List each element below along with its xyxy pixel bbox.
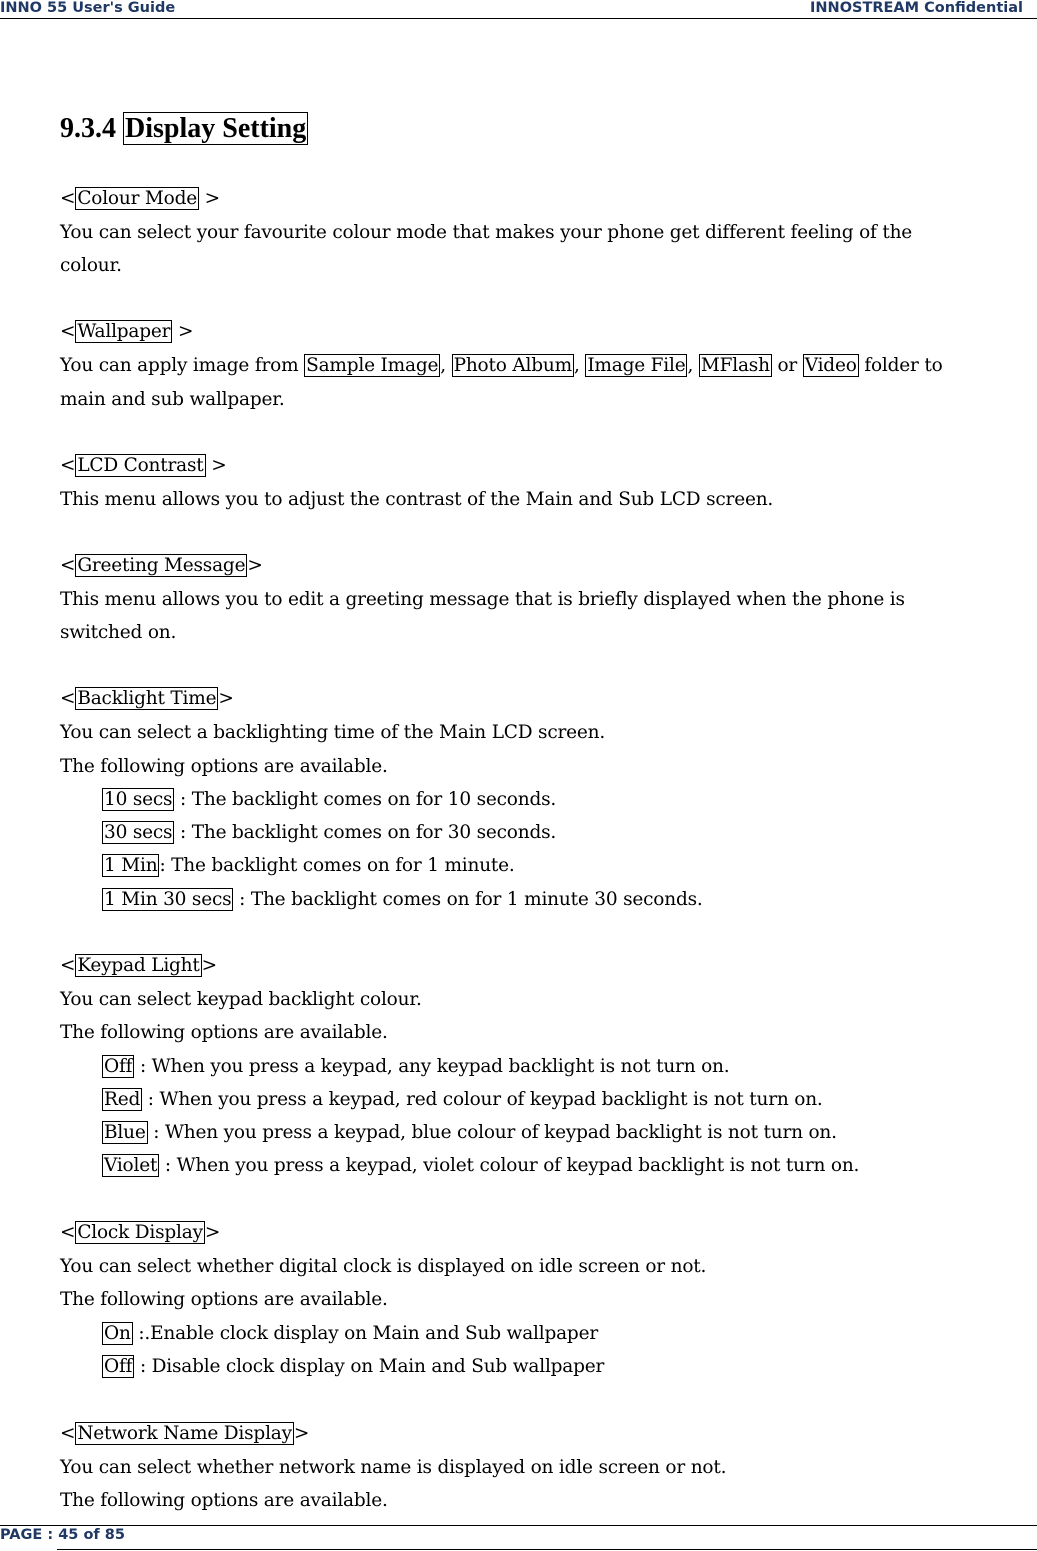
clock-display-desc: You can select whether digital clock is displayed on idle screen or not. xyxy=(60,1256,707,1277)
keypad-light-options-intro: The following options are available. xyxy=(60,1022,388,1043)
greeting-message-desc: This menu allows you to edit a greeting message that is briefly displayed when the phone is xyxy=(60,589,905,610)
option-desc: : The backlight comes on for 1 minute. xyxy=(159,855,515,876)
greeting-message-desc-cont: switched on. xyxy=(60,622,177,643)
option-desc: : When you press a keypad, blue colour of keypad backlight is not turn on. xyxy=(147,1122,837,1143)
option-item xyxy=(102,1122,837,1144)
option-item xyxy=(102,889,703,911)
colour-mode-heading: < Colour Mode > xyxy=(60,188,220,209)
colour-mode-label: Colour Mode xyxy=(77,188,197,209)
lcd-contrast-desc: This menu allows you to adjust the contrast of the Main and Sub LCD screen. xyxy=(60,489,774,510)
option-sample-image: Sample Image xyxy=(306,355,439,376)
option-video: Video xyxy=(804,355,857,376)
clock-display-heading: < Clock Display > xyxy=(60,1222,221,1243)
option-image-file: Image File xyxy=(587,355,686,376)
option-item xyxy=(102,1089,823,1111)
page-number: PAGE : 45 of 85 xyxy=(0,1527,125,1543)
option-item xyxy=(102,1356,604,1378)
section-title: Display Setting xyxy=(125,113,307,144)
option-desc: : When you press a keypad, red colour of keypad backlight is not turn on. xyxy=(142,1089,823,1110)
option-item xyxy=(102,789,556,811)
option-desc: : The backlight comes on for 30 seconds. xyxy=(174,822,557,843)
option-item xyxy=(102,822,556,844)
option-name: 1 Min xyxy=(104,855,158,876)
footer-top-rule xyxy=(0,1525,1037,1526)
wallpaper-desc-text: You can apply image from xyxy=(60,355,305,376)
option-name: Off xyxy=(104,1356,133,1377)
option-desc: : When you press a keypad, any keypad backlight is not turn on. xyxy=(134,1056,730,1077)
backlight-time-label: Backlight Time xyxy=(77,688,217,709)
option-name: 30 secs xyxy=(104,822,173,843)
option-name: On xyxy=(104,1323,131,1344)
greeting-message-label: Greeting Message xyxy=(77,555,246,576)
wallpaper-heading: < Wallpaper > xyxy=(60,321,194,342)
network-name-display-options-intro: The following options are available. xyxy=(60,1490,388,1511)
wallpaper-desc-cont: main and sub wallpaper. xyxy=(60,389,285,410)
option-name: 1 Min 30 secs xyxy=(104,889,232,910)
colour-mode-desc: You can select your favourite colour mode that makes your phone get different feeling of the xyxy=(60,222,913,243)
clock-display-label: Clock Display xyxy=(77,1222,203,1243)
network-name-display-heading: < Network Name Display > xyxy=(60,1423,310,1444)
option-item xyxy=(102,1155,859,1177)
option-item xyxy=(102,1056,729,1078)
option-name: Red xyxy=(104,1089,141,1110)
backlight-time-options-intro: The following options are available. xyxy=(60,756,388,777)
keypad-light-heading: < Keypad Light > xyxy=(60,955,217,976)
network-name-display-desc: You can select whether network name is displayed on idle screen or not. xyxy=(60,1457,727,1478)
option-item xyxy=(102,1323,598,1345)
header-confidential: INNOSTREAM Confidential xyxy=(810,0,1023,16)
option-desc: : When you press a keypad, violet colour of keypad backlight is not turn on. xyxy=(159,1155,860,1176)
network-name-display-label: Network Name Display xyxy=(77,1423,292,1444)
option-photo-album: Photo Album xyxy=(453,355,572,376)
keypad-light-label: Keypad Light xyxy=(77,955,200,976)
header-doc-title: INNO 55 User's Guide xyxy=(0,0,176,16)
section-heading xyxy=(60,110,308,148)
option-mflash: MFlash xyxy=(700,355,770,376)
option-name: Violet xyxy=(104,1155,158,1176)
option-name: Blue xyxy=(104,1122,146,1143)
section-number: 9.3.4 xyxy=(60,113,116,144)
backlight-time-desc: You can select a backlighting time of the Main LCD screen. xyxy=(60,722,606,743)
option-desc: : Disable clock display on Main and Sub wallpaper xyxy=(134,1356,605,1377)
option-desc: :.Enable clock display on Main and Sub wallpaper xyxy=(132,1323,598,1344)
page-footer xyxy=(0,1525,1037,1549)
wallpaper-desc-tail: folder to xyxy=(858,355,943,376)
footer-bottom-rule xyxy=(57,1549,1037,1550)
wallpaper-desc: You can apply image from Sample Image , Photo Album , Image File , MFlash or Video folder to xyxy=(60,355,943,376)
option-desc: : The backlight comes on for 1 minute 30 seconds. xyxy=(233,889,703,910)
colour-mode-desc-cont: colour. xyxy=(60,255,122,276)
lcd-contrast-label: LCD Contrast xyxy=(77,455,204,476)
wallpaper-label: Wallpaper xyxy=(77,321,171,342)
option-desc: : The backlight comes on for 10 seconds. xyxy=(174,789,557,810)
backlight-time-heading: < Backlight Time > xyxy=(60,688,234,709)
greeting-message-heading: < Greeting Message > xyxy=(60,555,263,576)
clock-display-options-intro: The following options are available. xyxy=(60,1289,388,1310)
keypad-light-desc: You can select keypad backlight colour. xyxy=(60,989,422,1010)
option-name: Off xyxy=(104,1056,133,1077)
option-name: 10 secs xyxy=(104,789,173,810)
lcd-contrast-heading: < LCD Contrast > xyxy=(60,455,227,476)
option-item xyxy=(102,855,515,877)
page-header xyxy=(0,0,1037,19)
